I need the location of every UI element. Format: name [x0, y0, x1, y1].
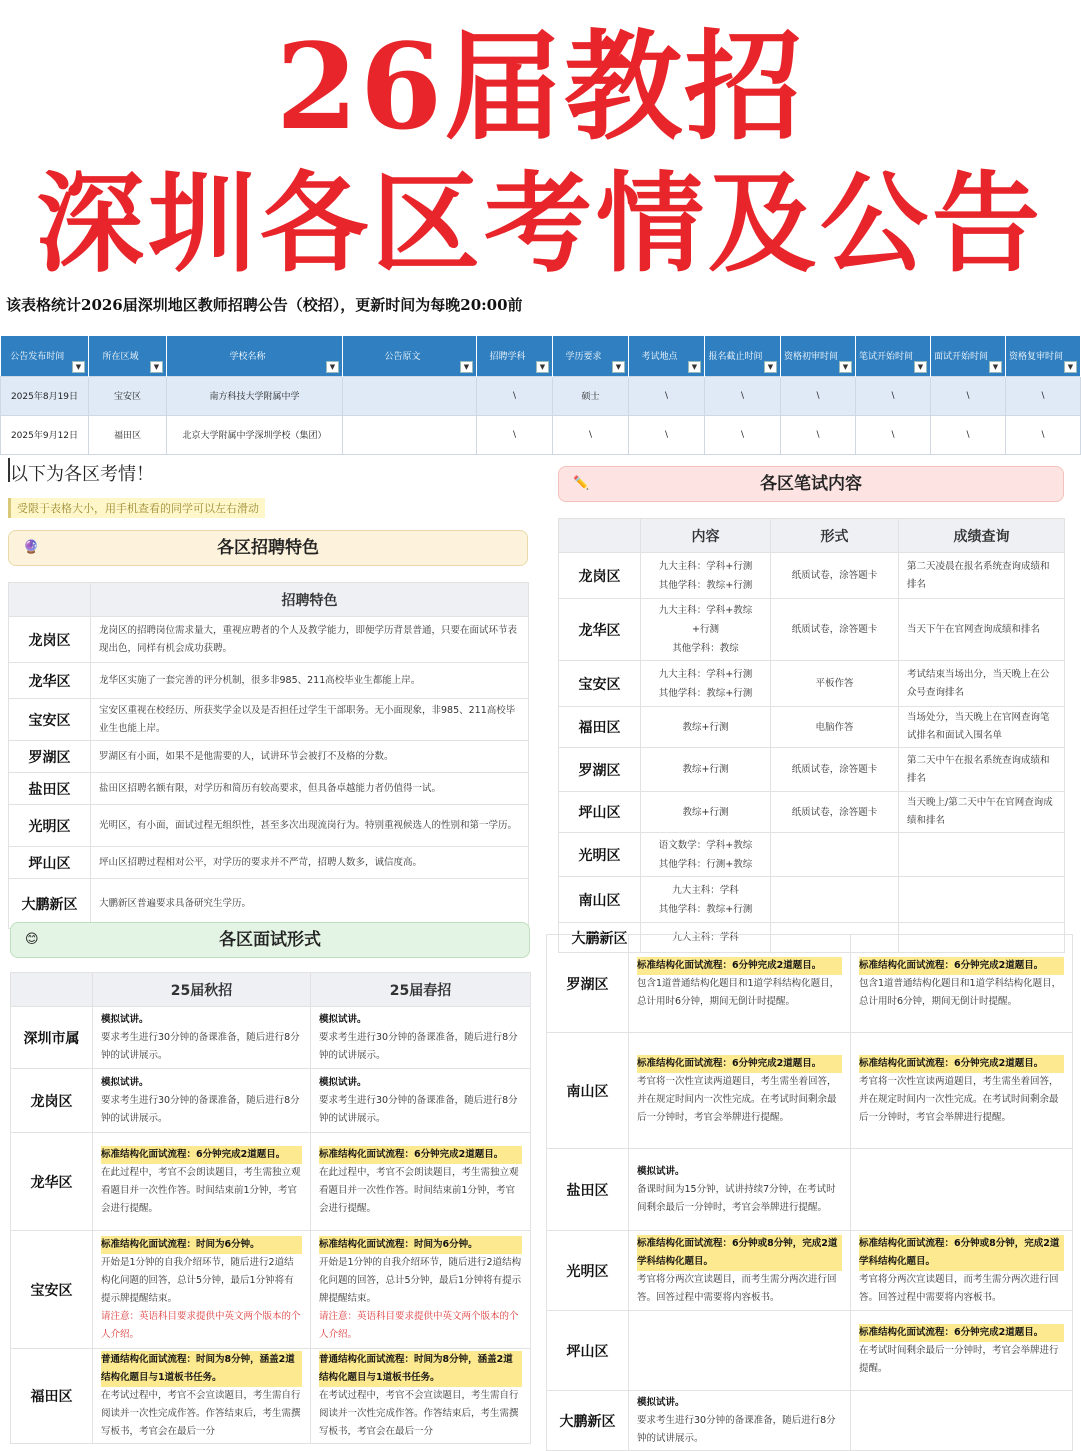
written-content: 教综+行测 — [641, 792, 771, 833]
interview-table — [10, 972, 531, 1444]
district-name: 光明区 — [9, 805, 91, 847]
sheet-cell: \ — [931, 376, 1006, 415]
district-name: 龙华区 — [9, 663, 91, 699]
interview-format: 模拟试讲。 — [101, 1013, 149, 1025]
sheet-row — [1, 376, 1081, 415]
sheet-cell: \ — [781, 415, 856, 454]
autumn-interview — [93, 1231, 311, 1349]
interview-format: 模拟试讲。 — [637, 1165, 685, 1177]
features-banner: 🔮 各区招聘特色 — [8, 530, 528, 566]
spring-interview — [311, 1349, 531, 1444]
interview-detail: 考官将一次性宣读两道题目，考生需坐着回答，并在规定时间内一次性完成。在考试时间剩余最后一分钟时，考官会举牌进行提醒。 — [859, 1075, 1059, 1123]
written-format: 纸质试卷，涂答题卡 — [771, 792, 899, 833]
district-name: 宝安区 — [9, 699, 91, 741]
sheet-col-header — [931, 336, 1006, 376]
interview-format: 标准结构化面试流程：时间为6分钟。 — [319, 1236, 522, 1254]
interview-detail: 在考试过程中，考官不会宣读题目，考生需自行阅读并一次性完成作答。作答结束后，考生需撰写板书，考官会在最后一分 — [319, 1390, 519, 1437]
written-format: 电脑作答 — [771, 707, 899, 748]
autumn-interview — [629, 1231, 851, 1311]
features-row — [9, 699, 529, 741]
district-name: 南山区 — [559, 877, 641, 923]
written-format — [771, 833, 899, 877]
written-format: 平板作答 — [771, 661, 899, 707]
sheet-cell: \ — [705, 415, 781, 454]
district-name: 罗湖区 — [547, 935, 629, 1033]
interview-detail: 要求考生进行30分钟的备课准备，随后进行8分钟的试讲展示。 — [101, 1094, 300, 1124]
filter-dropdown-icon[interactable]: ▼ — [764, 361, 777, 373]
filter-dropdown-icon[interactable]: ▼ — [839, 361, 852, 373]
sheet-cell: 北京大学附属中学深圳学校（集团） — [167, 415, 343, 454]
spring-interview — [851, 1311, 1073, 1391]
written-content: 九大主科：学科+行测 其他学科：教综+行测 — [641, 553, 771, 599]
interview-row — [547, 935, 1073, 1033]
autumn-interview — [93, 1069, 311, 1133]
filter-dropdown-icon[interactable]: ▼ — [1064, 361, 1077, 373]
sheet-col-label: 公告原文 — [384, 352, 421, 363]
sheet-row — [1, 415, 1081, 454]
district-name: 深圳市属 — [11, 1007, 93, 1069]
sheet-cell: 硕士 — [553, 376, 629, 415]
interview-detail: 要求考生进行30分钟的备课准备，随后进行8分钟的试讲展示。 — [319, 1094, 518, 1124]
interview-format: 标准结构化面试流程：6分钟完成2道题目。 — [101, 1146, 302, 1164]
district-name: 大鹏新区 — [9, 879, 91, 929]
sheet-col-label: 资格初审时间 — [783, 352, 838, 363]
interview-detail: 考官将分两次宣读题目，而考生需分两次进行回答。回答过程中需要将内容板书。 — [859, 1273, 1059, 1303]
features-col-header: 招聘特色 — [91, 583, 529, 617]
autumn-interview — [93, 1007, 311, 1069]
autumn-interview — [629, 1149, 851, 1231]
spring-interview — [311, 1069, 531, 1133]
written-row — [559, 661, 1065, 707]
written-panel — [548, 456, 1080, 947]
sheet-cell: 2025年8月19日 — [1, 376, 89, 415]
written-row — [559, 877, 1065, 923]
sheet-col-header — [781, 336, 856, 376]
written-content: 教综+行测 — [641, 707, 771, 748]
interview-format: 标准结构化面试流程：6分钟完成2道题目。 — [859, 1324, 1064, 1342]
written-format — [771, 877, 899, 923]
district-name: 福田区 — [11, 1349, 93, 1444]
sheet-col-label: 学校名称 — [229, 352, 266, 363]
district-name: 盐田区 — [547, 1149, 629, 1231]
written-row — [559, 553, 1065, 599]
interview-row — [11, 1349, 531, 1444]
interview-format: 标准结构化面试流程：6分钟完成2道题目。 — [859, 1055, 1064, 1073]
interview-detail: 考官将分两次宣读题目，而考生需分两次进行回答。回答过程中需要将内容板书。 — [637, 1273, 837, 1303]
district-name: 宝安区 — [559, 661, 641, 707]
interview-detail: 在此过程中，考官不会朗读题目，考生需独立观看题目并一次性作答。时间结束前1分钟，考官会进行提醒。 — [101, 1166, 301, 1214]
interview-banner: 😊 各区面试形式 — [10, 922, 530, 958]
interview-detail: 在此过程中，考官不会朗读题目，考生需独立观看题目并一次性作答。时间结束前1分钟，考官会进行提醒。 — [319, 1166, 519, 1214]
district-name: 龙华区 — [559, 599, 641, 661]
pencil-icon: ✏️ — [573, 476, 590, 491]
sheet-cell: \ — [705, 376, 781, 415]
sheet-cell — [343, 415, 477, 454]
features-row — [9, 773, 529, 805]
sheet-cell: 南方科技大学附属中学 — [167, 376, 343, 415]
interview-row — [11, 1231, 531, 1349]
sheet-cell: 2025年9月12日 — [1, 415, 89, 454]
sheet-col-label: 考试地点 — [641, 352, 678, 363]
written-content: 九大主科：学科 — [641, 923, 771, 953]
sheet-cell: \ — [856, 415, 931, 454]
written-col-header: 形式 — [771, 519, 899, 553]
written-col-blank — [559, 519, 641, 553]
district-name: 福田区 — [559, 707, 641, 748]
autumn-interview — [93, 1133, 311, 1231]
interview-detail: 包含1道普通结构化题目和1道学科结构化题目，总计用时6分钟，期间无倒计时提醒。 — [859, 977, 1062, 1007]
sheet-col-label: 资格复审时间 — [1008, 352, 1063, 363]
written-content: 语文数学：学科+教综 其他学科：行测+教综 — [641, 833, 771, 877]
feature-text: 盐田区招聘名额有限，对学历和简历有较高要求，但具备卓越能力者仍值得一试。 — [91, 773, 529, 805]
interview-format: 普通结构化面试流程：时间为8分钟，涵盖2道结构化题目与1道板书任务。 — [319, 1351, 522, 1387]
sheet-col-header — [343, 336, 477, 376]
sheet-col-label: 报名截止时间 — [708, 352, 763, 363]
interview-format: 标准结构化面试流程：6分钟完成2道题目。 — [637, 1055, 842, 1073]
district-name: 盐田区 — [9, 773, 91, 805]
district-name: 罗湖区 — [9, 741, 91, 773]
scroll-hint: 受限于表格大小，用手机查看的同学可以左右滑动 — [8, 498, 265, 518]
autumn-interview — [629, 1033, 851, 1149]
filter-dropdown-icon[interactable]: ▼ — [688, 361, 701, 373]
written-format: 纸质试卷，涂答题卡 — [771, 748, 899, 792]
sheet-col-label: 公告发布时间 — [10, 352, 65, 363]
interview-format: 模拟试讲。 — [101, 1076, 149, 1088]
written-format: 纸质试卷，涂答题卡 — [771, 599, 899, 661]
written-content: 九大主科：学科+行测 其他学科：教综+行测 — [641, 661, 771, 707]
score-query: 第二天凌晨在报名系统查询成绩和排名 — [899, 553, 1065, 599]
sheet-col-label: 所在区域 — [102, 352, 139, 363]
notice-text: 请注意：英语科目要求提供中英文两个版本的个人介绍。 — [319, 1310, 519, 1340]
smile-icon: 😊 — [25, 932, 39, 947]
written-content: 教综+行测 — [641, 748, 771, 792]
autumn-interview — [629, 1391, 851, 1451]
written-col-header: 内容 — [641, 519, 771, 553]
district-name: 大鹏新区 — [559, 923, 641, 953]
written-row — [559, 833, 1065, 877]
sheet-cell: \ — [629, 376, 705, 415]
filter-dropdown-icon[interactable]: ▼ — [536, 361, 549, 373]
district-name: 光明区 — [547, 1231, 629, 1311]
interview-col-header: 25届秋招 — [93, 973, 311, 1007]
district-name: 龙华区 — [11, 1133, 93, 1231]
interview-format: 标准结构化面试流程：6分钟或8分钟，完成2道学科结构化题目。 — [637, 1235, 842, 1271]
interview-detail: 开始是1分钟的自我介绍环节，随后进行2道结构化问题的回答，总计5分钟，最后1分钟将有提示牌提醒结束。 — [319, 1256, 522, 1304]
district-name: 坪山区 — [547, 1311, 629, 1391]
district-name: 坪山区 — [9, 847, 91, 879]
sheet-col-header — [1, 336, 89, 376]
sheet-cell: \ — [553, 415, 629, 454]
sheet-col-label: 招聘学科 — [489, 352, 526, 363]
district-name: 南山区 — [547, 1033, 629, 1149]
sheet-note: 该表格统计2026届深圳地区教师招聘公告（校招），更新时间为每晚20:00前 — [6, 296, 523, 314]
sheet-cell: \ — [629, 415, 705, 454]
score-query: 第二天中午在报名系统查询成绩和排名 — [899, 748, 1065, 792]
written-col-header: 成绩查询 — [899, 519, 1065, 553]
spring-interview — [311, 1231, 531, 1349]
filter-dropdown-icon[interactable]: ▼ — [326, 361, 339, 373]
districts-heading: 以下为各区考情！ — [10, 464, 154, 485]
crystal-ball-icon: 🔮 — [23, 540, 40, 555]
score-query: 考试结束当场出分，当天晚上在公众号查询排名 — [899, 661, 1065, 707]
interview-detail: 备课时间为15分钟，试讲持续7分钟，在考试时间剩余最后一分钟时，考官会举牌进行提醒。 — [637, 1183, 836, 1213]
feature-text: 罗湖区有小面，如果不是他需要的人，试讲环节会被打不及格的分数。 — [91, 741, 529, 773]
spring-interview — [851, 935, 1073, 1033]
district-name: 龙岗区 — [9, 617, 91, 663]
written-table — [558, 518, 1065, 953]
sheet-col-header — [89, 336, 167, 376]
interview-row — [547, 1149, 1073, 1231]
sheet-cell — [343, 376, 477, 415]
interview-detail: 要求考生进行30分钟的备课准备，随后进行8分钟的试讲展示。 — [637, 1414, 836, 1444]
interview-detail: 考官将一次性宣读两道题目，考生需坐着回答，并在规定时间内一次性完成。在考试时间剩余最后一分钟时，考官会举牌进行提醒。 — [637, 1075, 837, 1123]
sheet-cell: 宝安区 — [89, 376, 167, 415]
features-table — [8, 582, 529, 929]
district-name: 龙岗区 — [11, 1069, 93, 1133]
autumn-interview — [93, 1349, 311, 1444]
sheet-cell: \ — [1006, 415, 1081, 454]
sheet-cell: \ — [781, 376, 856, 415]
interview-right-panel — [546, 934, 1080, 1444]
district-name: 大鹏新区 — [547, 1391, 629, 1451]
score-query — [899, 833, 1065, 877]
interview-detail: 要求考生进行30分钟的备课准备，随后进行8分钟的试讲展示。 — [101, 1031, 300, 1061]
score-query: 当天下午在官网查询成绩和排名 — [899, 599, 1065, 661]
features-row — [9, 663, 529, 699]
interview-format: 标准结构化面试流程：时间为6分钟。 — [101, 1236, 302, 1254]
filter-dropdown-icon[interactable]: ▼ — [989, 361, 1002, 373]
left-upper-panel — [0, 456, 540, 916]
district-name: 坪山区 — [559, 792, 641, 833]
written-format: 纸质试卷，涂答题卡 — [771, 553, 899, 599]
page-title-line2: 深圳各区考情及公告 — [35, 161, 1044, 287]
interview-detail: 要求考生进行30分钟的备课准备，随后进行8分钟的试讲展示。 — [319, 1031, 518, 1061]
announcement-sheet — [0, 336, 1080, 455]
text-cursor — [8, 458, 10, 482]
written-banner: ✏️ 各区笔试内容 — [558, 466, 1064, 502]
sheet-col-header — [477, 336, 553, 376]
feature-text: 宝安区重视在校经历、所获奖学金以及是否担任过学生干部职务。无小面现象，非985、211高校毕业生也能上岸。 — [91, 699, 529, 741]
interview-format: 模拟试讲。 — [637, 1396, 685, 1408]
district-name: 罗湖区 — [559, 748, 641, 792]
interview-format: 普通结构化面试流程：时间为8分钟，涵盖2道结构化题目与1道板书任务。 — [101, 1351, 302, 1387]
interview-detail: 包含1道普通结构化题目和1道学科结构化题目，总计用时6分钟，期间无倒计时提醒。 — [637, 977, 840, 1007]
sheet-col-header — [629, 336, 705, 376]
page-title-line1: 26届教招 — [275, 17, 805, 156]
feature-text: 龙华区实施了一套完善的评分机制，很多非985、211高校毕业生都能上岸。 — [91, 663, 529, 699]
score-query: 当场处分，当天晚上在官网查询笔试排名和面试入围名单 — [899, 707, 1065, 748]
spring-interview — [311, 1133, 531, 1231]
filter-dropdown-icon[interactable]: ▼ — [150, 361, 163, 373]
interview-right-table — [546, 934, 1073, 1451]
interview-row — [547, 1033, 1073, 1149]
sheet-col-label: 面试开始时间 — [933, 352, 988, 363]
filter-dropdown-icon[interactable]: ▼ — [72, 361, 85, 373]
sheet-cell: \ — [931, 415, 1006, 454]
features-row — [9, 847, 529, 879]
feature-text: 坪山区招聘过程相对公平，对学历的要求并不严苛，招聘人数多，诚信度高。 — [91, 847, 529, 879]
spring-interview — [851, 1033, 1073, 1149]
interview-row — [11, 1133, 531, 1231]
district-name: 光明区 — [559, 833, 641, 877]
sheet-cell: \ — [856, 376, 931, 415]
interview-row — [11, 1069, 531, 1133]
autumn-interview — [629, 1311, 851, 1391]
features-row — [9, 805, 529, 847]
features-col-blank — [9, 583, 91, 617]
interview-format: 模拟试讲。 — [319, 1013, 367, 1025]
written-content: 九大主科：学科 其他学科：教综+行测 — [641, 877, 771, 923]
sheet-col-label: 笔试开始时间 — [858, 352, 913, 363]
filter-dropdown-icon[interactable]: ▼ — [914, 361, 927, 373]
interview-format: 标准结构化面试流程：6分钟或8分钟，完成2道学科结构化题目。 — [859, 1235, 1064, 1271]
filter-dropdown-icon[interactable]: ▼ — [612, 361, 625, 373]
sheet-col-header — [1006, 336, 1081, 376]
interview-row — [547, 1311, 1073, 1391]
interview-row — [547, 1231, 1073, 1311]
feature-text: 大鹏新区普遍要求具备研究生学历。 — [91, 879, 529, 929]
spring-interview — [851, 1391, 1073, 1451]
spring-interview — [851, 1149, 1073, 1231]
written-row — [559, 599, 1065, 661]
feature-text: 龙岗区的招聘岗位需求量大，重视应聘者的个人及教学能力，即便学历背景普通，只要在面试环节表现出色，同样有机会成功获聘。 — [91, 617, 529, 663]
interview-detail: 在考试时间剩余最后一分钟时，考官会举牌进行提醒。 — [859, 1344, 1059, 1374]
sheet-cell: \ — [1006, 376, 1081, 415]
interview-detail: 在考试过程中，考官不会宣读题目，考生需自行阅读并一次性完成作答。作答结束后，考生需撰写板书，考官会在最后一分 — [101, 1390, 301, 1437]
sheet-col-label: 学历要求 — [565, 352, 602, 363]
interview-format: 标准结构化面试流程：6分钟完成2道题目。 — [859, 957, 1064, 975]
filter-dropdown-icon[interactable]: ▼ — [460, 361, 473, 373]
sheet-col-header — [856, 336, 931, 376]
interview-row — [547, 1391, 1073, 1451]
features-row — [9, 617, 529, 663]
interview-row — [11, 1007, 531, 1069]
score-query: 当天晚上/第二天中午在官网查询成绩和排名 — [899, 792, 1065, 833]
interview-panel — [0, 918, 540, 1440]
interview-col-blank — [11, 973, 93, 1007]
sheet-col-header — [167, 336, 343, 376]
sheet-cell: 福田区 — [89, 415, 167, 454]
interview-format: 标准结构化面试流程：6分钟完成2道题目。 — [319, 1146, 522, 1164]
spring-interview — [851, 1231, 1073, 1311]
interview-format: 标准结构化面试流程：6分钟完成2道题目。 — [637, 957, 842, 975]
sheet-col-header — [553, 336, 629, 376]
written-row — [559, 748, 1065, 792]
sheet-cell: \ — [477, 376, 553, 415]
notice-text: 请注意：英语科目要求提供中英文两个版本的个人介绍。 — [101, 1310, 301, 1340]
written-row — [559, 707, 1065, 748]
interview-format: 模拟试讲。 — [319, 1076, 367, 1088]
sheet-col-header — [705, 336, 781, 376]
autumn-interview — [629, 935, 851, 1033]
interview-detail: 开始是1分钟的自我介绍环节，随后进行2道结构化问题的回答，总计5分钟，最后1分钟将有提示牌提醒结束。 — [101, 1256, 294, 1304]
sheet-cell: \ — [477, 415, 553, 454]
interview-col-header: 25届春招 — [311, 973, 531, 1007]
feature-text: 光明区，有小面，面试过程无组织性，甚至多次出现流岗行为。特别重视候选人的性别和第一学历。 — [91, 805, 529, 847]
score-query — [899, 877, 1065, 923]
features-row — [9, 741, 529, 773]
spring-interview — [311, 1007, 531, 1069]
district-name: 龙岗区 — [559, 553, 641, 599]
written-row — [559, 792, 1065, 833]
written-content: 九大主科：学科+教综 +行测 其他学科：教综 — [641, 599, 771, 661]
district-name: 宝安区 — [11, 1231, 93, 1349]
